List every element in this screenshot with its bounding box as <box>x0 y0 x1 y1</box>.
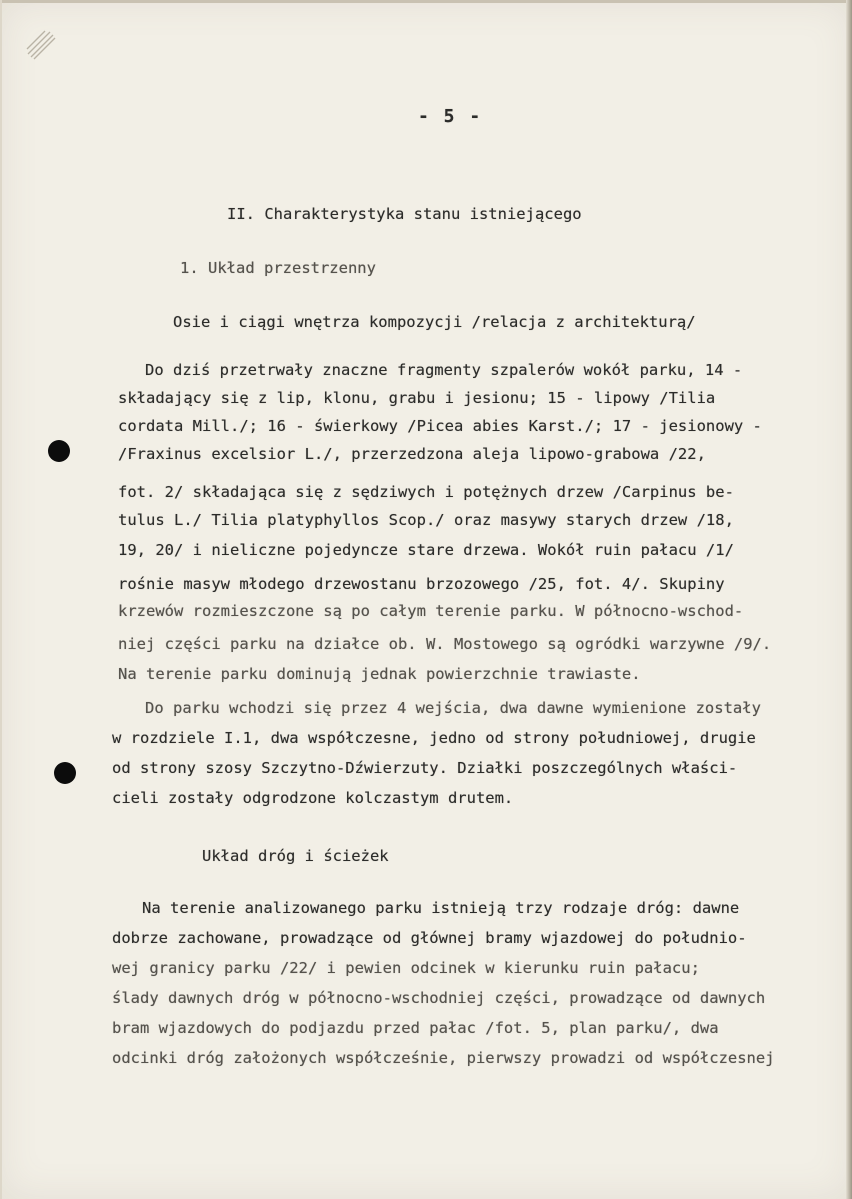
paragraph-1-line: Do dziś przetrwały znaczne fragmenty szpalerów wokół parku, 14 - <box>145 361 743 379</box>
paragraph-1-line: 19, 20/ i nieliczne pojedyncze stare drzewa. Wokół ruin pałacu /1/ <box>118 541 734 559</box>
paragraph-2-line: cieli zostały odgrodzone kolczastym drutem. <box>112 789 514 807</box>
paragraph-3-line: odcinki dróg założonych współcześnie, pierwszy prowadzi od współczesnej <box>112 1049 775 1067</box>
axes-subheading: Osie i ciągi wnętrza kompozycji /relacja z architekturą/ <box>173 313 696 331</box>
paragraph-1-line: tulus L./ Tilia platyphyllos Scop./ oraz masywy starych drzew /18, <box>118 511 734 529</box>
paragraph-1-line: krzewów rozmieszczone są po całym terenie parku. W północno-wschod- <box>118 602 744 620</box>
paragraph-1-line: rośnie masyw młodego drzewostanu brzozowego /25, fot. 4/. Skupiny <box>118 575 725 593</box>
paragraph-1-line: składający się z lip, klonu, grabu i jesionu; 15 - lipowy /Tilia <box>118 389 716 407</box>
page-left-edge <box>0 0 2 1199</box>
paragraph-2-line: Do parku wchodzi się przez 4 wejścia, dwa dawne wymienione zostały <box>145 699 761 717</box>
paragraph-3-line: ślady dawnych dróg w północno-wschodniej części, prowadzące od dawnych <box>112 989 766 1007</box>
page-number: - 5 - <box>418 106 483 127</box>
paragraph-1-line: fot. 2/ składająca się z sędziwych i potężnych drzew /Carpinus be- <box>118 483 734 501</box>
section-heading: II. Charakterystyka stanu istniejącego <box>227 205 582 223</box>
page-right-edge <box>846 0 852 1199</box>
punch-hole-upper <box>48 440 70 462</box>
paragraph-1-line: niej części parku na działce ob. W. Mostowego są ogródki warzywne /9/. <box>118 635 772 653</box>
paragraph-3-line: wej granicy parku /22/ i pewien odcinek w kierunku ruin pałacu; <box>112 959 700 977</box>
paragraph-1-line: /Fraxinus excelsior L./, przerzedzona aleja lipowo-grabowa /22, <box>118 445 706 463</box>
paragraph-3-line: dobrze zachowane, prowadzące od głównej bramy wjazdowej do południo- <box>112 929 747 947</box>
paragraph-1-line: Na terenie parku dominują jednak powierzchnie trawiaste. <box>118 665 641 683</box>
punch-hole-lower <box>54 762 76 784</box>
paragraph-2-line: w rozdziele I.1, dwa współczesne, jedno od strony południowej, drugie <box>112 729 756 747</box>
roads-subheading: Układ dróg i ścieżek <box>202 847 389 865</box>
subsection-heading: 1. Układ przestrzenny <box>180 259 376 277</box>
paragraph-3-line: bram wjazdowych do podjazdu przed pałac /fot. 5, plan parku/, dwa <box>112 1019 719 1037</box>
paragraph-2-line: od strony szosy Szczytno-Dźwierzuty. Działki poszczególnych właści- <box>112 759 738 777</box>
paragraph-3-line: Na terenie analizowanego parku istnieją trzy rodzaje dróg: dawne <box>142 899 740 917</box>
corner-smudge-mark <box>24 28 58 62</box>
paragraph-1-line: cordata Mill./; 16 - świerkowy /Picea abies Karst./; 17 - jesionowy - <box>118 417 762 435</box>
page-top-edge <box>0 0 852 3</box>
